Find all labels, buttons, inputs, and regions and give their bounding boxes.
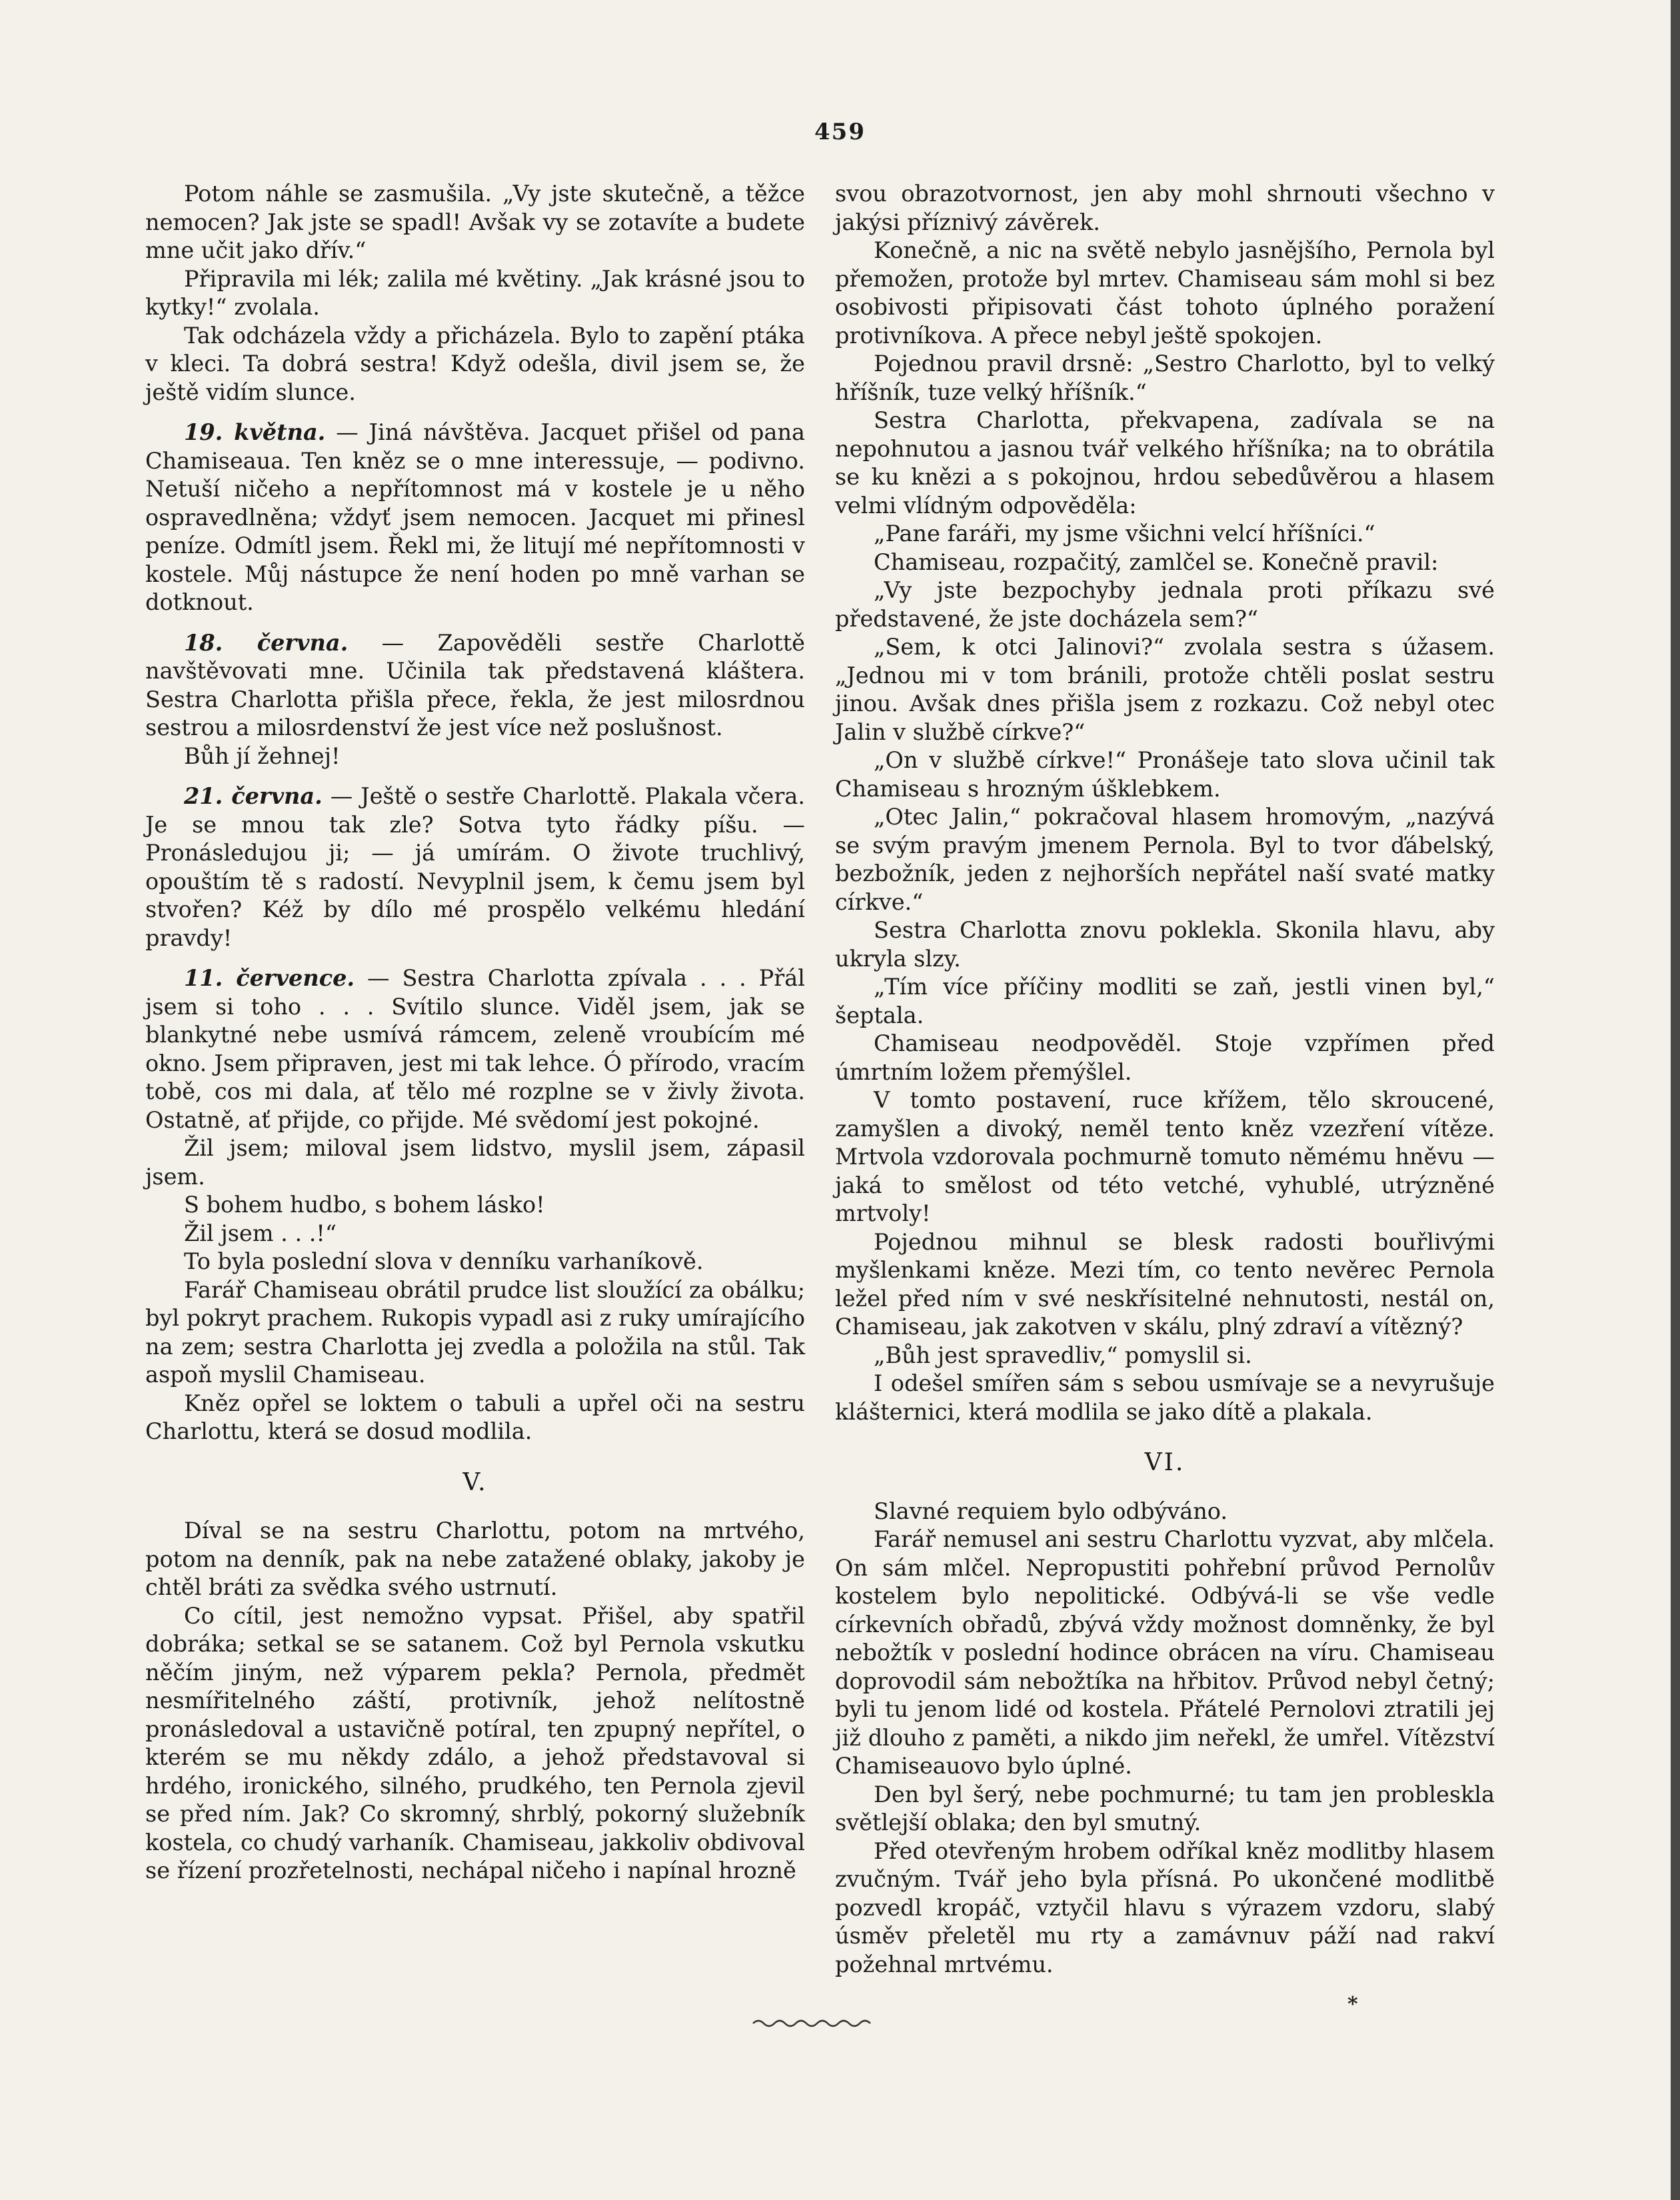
section-heading: VI. xyxy=(1144,1449,1186,1476)
diary-entry xyxy=(145,629,805,742)
wavy-divider-ornament xyxy=(752,2015,872,2029)
diary-entry xyxy=(145,419,805,617)
paragraph: Před otevřeným hrobem odříkal kněz modlitby hlasem zvučným. Tvář jeho byla přísná. Po ukončené modlitbě pozvedl kropáč, vztyčil hlavu s výrazem vzdoru, slabý úsměv přeletěl mu rty a zamávnuv páží nad rakví požehnal mrtvému. xyxy=(835,1837,1495,1977)
paragraph: Kněz opřel se loktem o tabuli a upřel oči na sestru Charlottu, která se dosud modlila. xyxy=(145,1390,805,1444)
paragraph: „Tím více příčiny modliti se zaň, jestli vinen byl,“ šeptala. xyxy=(835,974,1495,1028)
paragraph: „Vy jste bezpochyby jednala proti příkazu své představené, že jste docházela sem?“ xyxy=(835,577,1495,632)
paragraph: Konečně, a nic na světě nebylo jasnějšího, Pernola byl přemožen, protože byl mrtev. Chamiseau sám mohl si bez osobivosti připisovati část tohoto úplného poražení protivníkova. A přece nebyl ještě spokojen. xyxy=(835,237,1495,349)
diary-entry-text: — Sestra Charlotta zpívala . . . Přál jsem si toho . . . Svítilo slunce. Viděl jsem, jak se blankytné nebe usmívá rámcem, zeleně vroubícím mé okno. Jsem připraven, jest mi tak lehce. Ó přírodo, vracím tobě, cos mi dala, ať tělo mé rozplne se v živly života. Ostatně, ať přijde, co přijde. Mé svědomí jest pokojné. xyxy=(145,965,805,1133)
paragraph: Díval se na sestru Charlottu, potom na mrtvého, potom na denník, pak na nebe zatažené oblaky, jakoby je chtěl bráti za svědka svého ustrnutí. xyxy=(145,1518,805,1600)
paragraph: Žil jsem . . .!“ xyxy=(184,1220,337,1246)
paragraph: „Sem, k otci Jalinovi?“ zvolala sestra s úžasem. „Jednou mi v tom bránili, protože chtěli poslat sestru jinou. Avšak dnes přišla jsem z rozkazu. Což nebyl otec Jalin v službě církve?“ xyxy=(835,634,1495,745)
paragraph: Potom náhle se zasmušila. „Vy jste skutečně, a těžce nemocen? Jak jste se spadl! Avšak vy se zotavíte a budete mne učit jako dřív.“ xyxy=(145,181,805,263)
paragraph: Sestra Charlotta, překvapena, zadívala se na nepohnutou a jasnou tvář velkého hříšníka; na to obrátila se ku knězi a s pokojnou, hrdou sebedůvěrou a hlasem velmi vlídným odpověděla: xyxy=(835,407,1495,519)
paragraph: Žil jsem; miloval jsem lidstvo, myslil jsem, zápasil jsem. xyxy=(145,1135,805,1190)
diary-entry-date: 19. května. xyxy=(184,419,326,445)
paragraph: Slavné requiem bylo odbýváno. xyxy=(874,1498,1228,1524)
page-number: 459 xyxy=(814,119,866,145)
diary-entry-text: — Zapověděli sestře Charlottě navštěvovati mne. Učinila tak představená kláštera. Sestra Charlotta přišla přece, řekla, že jest milosrdnou sestrou a milosrdenství že jest více než poslušnost. xyxy=(145,629,805,740)
end-mark: * xyxy=(1347,1993,1358,2016)
paragraph: „Bůh jest spravedliv,“ pomyslil si. xyxy=(874,1342,1252,1368)
diary-entry-date: 11. července. xyxy=(184,965,355,991)
scan-edge xyxy=(1671,0,1680,2200)
diary-entry-date: 18. června. xyxy=(184,629,349,656)
paragraph: Pojednou pravil drsně: „Sestro Charlotto, byl to velký hříšník, tuze velký hříšník.“ xyxy=(835,351,1495,405)
paragraph: Bůh jí žehnej! xyxy=(184,742,341,769)
paragraph: „On v službě církve!“ Pronášeje tato slova učinil tak Chamiseau s hrozným úšklebkem. xyxy=(835,747,1495,802)
paragraph: svou obrazotvornost, jen aby mohl shrnouti všechno v jakýsi příznivý závěrek. xyxy=(835,181,1495,235)
paragraph: Farář nemusel ani sestru Charlottu vyzvat, aby mlčela. On sám mlčel. Nepropustiti pohřební průvod Pernolův kostelem bylo nepolitické. Odbývá-li se vše vedle církevních obřadů, zbývá vždy možnost domněnky, že byl nebožtík v poslední hodince obrácen na víru. Chamiseau doprovodil sám nebožtíka na hřbitov. Průvod nebyl četný; byli tu jenom lidé od kostela. Přátelé Pernolovi ztratili jej již dlouho z paměti, a nikdo jim neřekl, že umřel. Vítězství Chamiseauovo bylo úplné. xyxy=(835,1526,1495,1779)
section-heading: V. xyxy=(462,1468,488,1496)
right-text-column xyxy=(835,180,1495,1979)
paragraph: V tomto postavení, ruce křížem, tělo skroucené, zamyšlen a divoký, neměl tento kněz vzezření vítěze. Mrtvola vzdorovala pochmurně tomuto němému hněvu — jaká to smělost od této vetché, vyhublé, utrýzněné mrtvoly! xyxy=(835,1087,1495,1226)
paragraph: „Otec Jalin,“ pokračoval hlasem hromovým, „nazývá se svým pravým jmenem Pernola. Byl to tvor ďábelský, bezbožník, jeden z nejhorších nepřátel naší svaté matky církve.“ xyxy=(835,804,1495,915)
paragraph: Sestra Charlotta znovu poklekla. Skonila hlavu, aby ukryla slzy. xyxy=(835,917,1495,972)
paragraph: S bohem hudbo, s bohem lásko! xyxy=(184,1192,545,1218)
paragraph: Chamiseau neodpověděl. Stoje vzpřímen před úmrtním ložem přemýšlel. xyxy=(835,1030,1495,1085)
diary-entry-date: 21. června. xyxy=(184,783,323,809)
paragraph: Chamiseau, rozpačitý, zamlčel se. Konečně pravil: xyxy=(874,549,1439,575)
paragraph: I odešel smířen sám s sebou usmívaje se a nevyrušuje klášternici, která modlila se jako dítě a plakala. xyxy=(835,1370,1495,1425)
diary-entry-text: — Jiná návštěva. Jacquet přišel od pana Chamiseaua. Ten kněz se o mne interessuje, — podivno. Netuší ničeho a nepřítomnost má v kostele je u něho ospravedlněna; vždyť jsem nemocen. Jacquet mi přinesl peníze. Odmítl jsem. Řekl mi, že litují mé nepřítomnosti v kostele. Můj nástupce že není hoden po mně varhan se dotknout. xyxy=(145,419,805,615)
diary-entry-text: — Ještě o sestře Charlottě. Plakala včera. Je se mnou tak zle? Sotva tyto řádky píšu. — Pronásledujou ji; — já umírám. O živote truchlivý, opouštím tě s radostí. Nevyplnil jsem, k čemu jsem byl stvořen? Kéž by dílo mé prospělo velkému hledání pravdy! xyxy=(145,783,805,951)
paragraph: Připravila mi lék; zalila mé květiny. „Jak krásné jsou to kytky!“ zvolala. xyxy=(145,265,805,320)
diary-entry xyxy=(145,964,805,1134)
paragraph: Co cítil, jest nemožno vypsat. Přišel, aby spatřil dobráka; setkal se se satanem. Což byl Pernola vskutku něčím jiným, než výparem pekla? Pernola, předmět nesmířitelného záští, protivník, jehož nelítostně pronásledoval a ustavičně potíral, ten zpupný nepřítel, o kterém se mu někdy zdálo, a jehož představoval si hrdého, ironického, silného, prudkého, ten Pernola zjevil se před ním. Jak? Co skromný, shrblý, pokorný služebník kostela, co chudý varhaník. Chamiseau, jakkoliv obdivoval se řízení prozřetelnosti, nechápal ničeho i napínal hrozně xyxy=(145,1602,805,1883)
paragraph: „Pane faráři, my jsme všichni velcí hříšníci.“ xyxy=(874,521,1375,547)
diary-entry xyxy=(145,782,805,952)
paragraph: Pojednou mihnul se blesk radosti bouřlivými myšlenkami kněze. Mezi tím, co tento nevěrec Pernola ležel před ním v své neskřísitelné nehnutosti, nestál on, Chamiseau, jak zakotven v skálu, plný zdraví a vítězný? xyxy=(835,1228,1495,1340)
paragraph: Den byl šerý, nebe pochmurné; tu tam jen probleskla světlejší oblaka; den byl smutný. xyxy=(835,1781,1495,1835)
paragraph: To byla poslední slova v denníku varhaníkově. xyxy=(184,1248,704,1274)
paragraph: Farář Chamiseau obrátil prudce list sloužící za obálku; byl pokryt prachem. Rukopis vypadl asi z ruky umírajícího na zem; sestra Charlotta jej zvedla a položila na stůl. Tak aspoň myslil Chamiseau. xyxy=(145,1276,805,1388)
left-text-column xyxy=(145,180,805,1885)
paragraph: Tak odcházela vždy a přicházela. Bylo to zapění ptáka v kleci. Ta dobrá sestra! Když odešla, divil jsem se, že ještě vidím slunce. xyxy=(145,322,805,405)
